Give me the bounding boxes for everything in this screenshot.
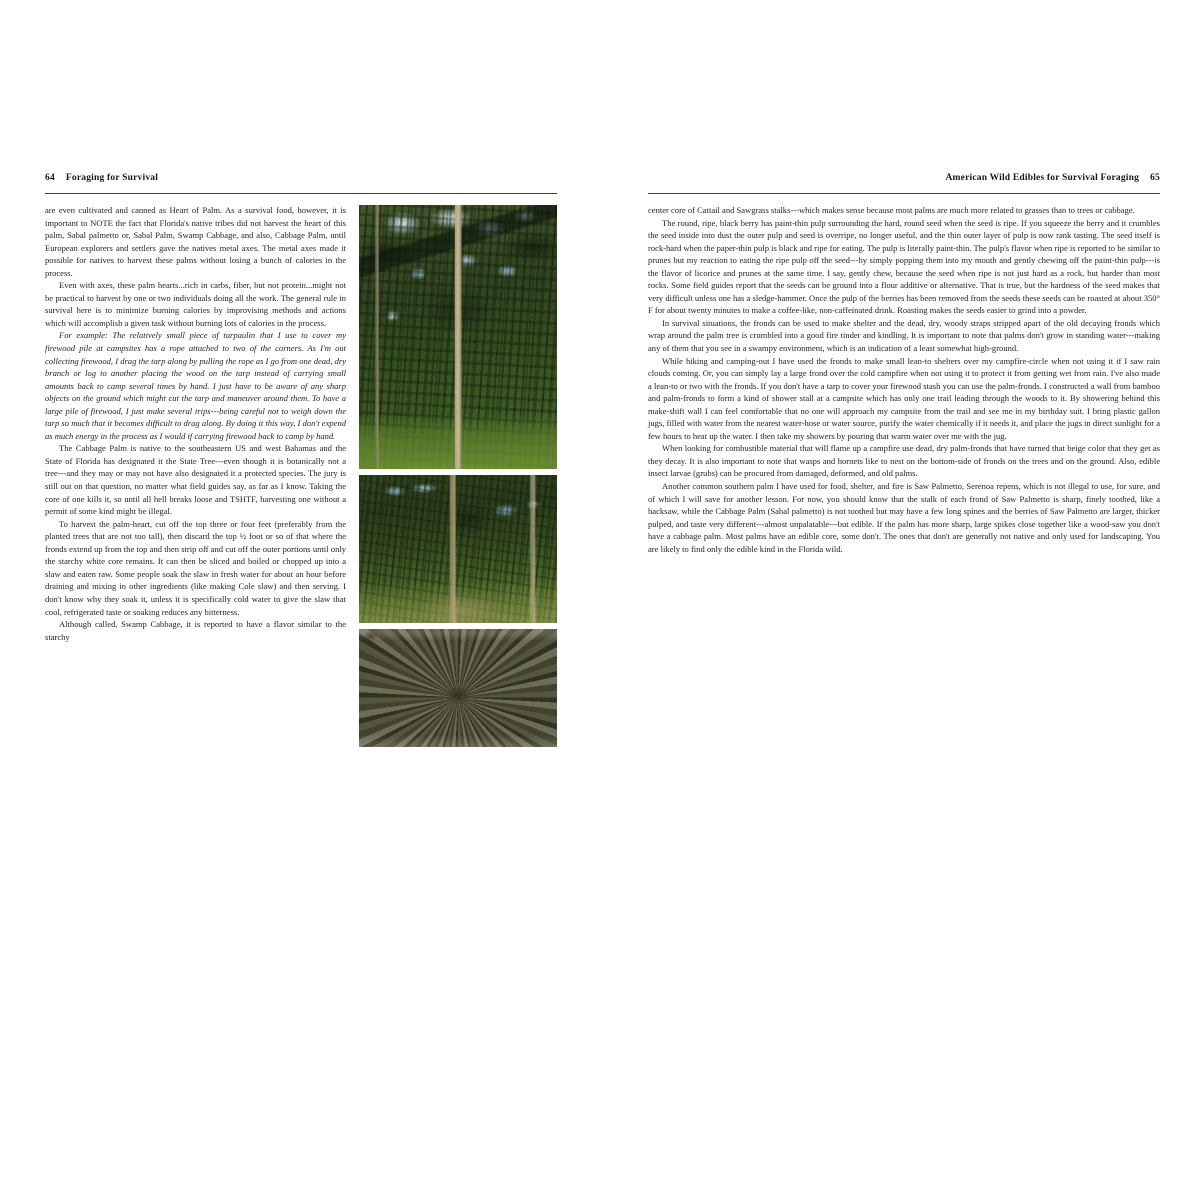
left-page-running-title: Foraging for Survival	[65, 173, 159, 183]
photo-palm-forest-clearing	[359, 475, 557, 623]
photo-palm-forest-clearing-image	[359, 475, 557, 623]
left-page-folio: 64	[45, 173, 55, 183]
left-page-body	[45, 204, 557, 643]
paragraph: Although called, Swamp Cabbage, it is reported to have a flavor similar to the starchy	[45, 619, 346, 642]
photo-palm-trunk-boots	[359, 629, 557, 747]
left-page-running-head	[45, 172, 557, 194]
paragraph: Another common southern palm I have used for food, shelter, and fire is Saw Palmetto, Serenoa repens, which is not illegal to use, for sure, and of which I will save for another lesson. For now, you should know that the stalk of each frond of Saw Palmetto is sharp, finely toothed, like a hacksaw, while the Cabbage Palm (Sabal palmetto) is not toothed but may have a few long spines and the berries of Saw Palmetto are larger, thicker pulped, and taste very different---almost unpalatable---but edible. If the palm has more sharp, large spikes close together like a wood-saw you don't have a cabbage palm. Most palms have an edible core, some don't. The ones that don't are generally not native and only used for landscaping. You are likely to find only the edible kind in the Florida wild.	[648, 481, 1160, 554]
right-page-running-head	[648, 172, 1160, 194]
right-page-body	[648, 204, 1160, 555]
photo-palm-forest-canopy-image	[359, 205, 557, 469]
photo-palm-trunk-boots-image	[359, 629, 557, 747]
paragraph: The round, ripe, black berry has paint-thin pulp surrounding the hard, round seed when the seed is ripe. If you squeeze the berry and it crumbles the seed inside into dust the outer pulp and seed is overripe, no longer useful, and the thin outer layer of pulp is now rank tasting. The seed itself is rock-hard when the paper-thin pulp is black and ripe for eating. The pulp is literally paint-thin. The pulp's flavor when ripe is reported to be similar to prunes but my reaction to eating the ripe pulp off the seed---by simply popping them into my mouth and gently chewing off the paint-thin pulp---is the flavor of licorice and prunes at the same time. I say, gently chew, because the seed when ripe is not just hard as a rock, but harder than most rocks. Some field guides report that the seeds can be ground into a flour additive or alternative. That is true, but the hardness of the seed makes that very difficult unless one has a sledge-hammer. Once the pulp of the berries has been removed from the seeds these seeds can be roasted at about 350° F for about twenty minutes to make a coffee-like, non-caffeinated drink. Roasting makes the seeds easier to grind into a powder.	[648, 217, 1160, 316]
right-page-header-rule	[648, 193, 1160, 194]
photo-palm-forest-canopy	[359, 205, 557, 469]
paragraph: center core of Cattail and Sawgrass stalks---which makes sense because most palms are much more related to grasses than to trees or cabbage.	[648, 205, 1135, 215]
paragraph: While hiking and camping-out I have used the fronds to make small lean-to shelters over my campfire-circle when not using it if I saw rain clouds coming. Or, you can simply lay a large frond over the cold campfire when not using it to protect it from getting wet from rain. I've also made a lean-to or two with the fronds. If you don't have a tarp to cover your firewood stash you can use the palm-fronds. I constructed a wall from bamboo and palm-fronds to form a kind of shower stall at a campsite which has only one trail leading through the woods to it. By showering behind this make-shift wall I can feel comfortable that no one will approach my campsite from the trail and see me in my birthday suit. I bring plastic gallon jugs, filled with water from the nearest water-hose or water source, purify the water chemically if it needs it, and place the jugs in direct sunlight for a few hours to heat up the water. I then take my showers by pouring that warm water over me with the jug.	[648, 355, 1160, 441]
paragraph: Even with axes, these palm hearts...rich in carbs, fiber, but not protein...might not be practical to harvest by one or two individuals doing all the work. The general rule in survival here is to minimize burning calories by improvising methods and actions which will accomplish a given task without burning lots of calories in the process.	[45, 280, 346, 328]
right-page	[648, 172, 1160, 555]
paragraph: In survival situations, the fronds can be used to make shelter and the dead, dry, woody straps stripped apart of the old decaying fronds which wrap around the palm tree is crumbled into a good fire tinder and kindling. It is important to note that palms don't grow in standing water---making any of them that you see in a swampy environment, which is an indication of a least somewhat high-ground.	[648, 317, 1160, 354]
left-page	[45, 172, 557, 752]
paragraph: To harvest the palm-heart, cut off the top three or four feet (preferably from the planted trees that are not too tall), then discard the top ½ foot or so of that where the fronds extend up from the top and then strip off and cut off the outer portions until only the starchy white core remains. It can then be sliced and boiled or chopped up into a slaw and eaten raw. Some people soak the slaw in fresh water for about an hour before draining and mixing in other ingredients (like making Cole slaw) and then serving. I don't know why they soak it, unless it is specifically cold water to give the slaw that cool, refrigerated taste or soaking reduces any bitterness.	[45, 518, 346, 617]
right-page-running-title: American Wild Edibles for Survival Foraging	[945, 173, 1140, 183]
paragraph: The Cabbage Palm is native to the southeastern US and west Bahamas and the State of Florida has designated it the State Tree---even though it is botanically not a tree---and they may or may not have also designated it a protected species. The jury is still out on that question, no matter what field guides say, as far as I know. Taking the core of one kills it, so until all hell breaks loose and TSHTF, harvesting one without a permit of some kind might be illegal.	[45, 443, 346, 517]
left-page-header-rule	[45, 193, 557, 194]
right-page-folio: 65	[1150, 173, 1160, 183]
paragraph: For example: The relatively small piece of tarpaulin that I use to cover my firewood pile at campsites has a rope attached to two of the corners. As I'm out collecting firewood, I drag the tarp along by pulling the rope as I go from one dead, dry branch or log to another placing the wood on the tarp instead of carrying small amounts back to camp several times by hand. I just have to be aware of any sharp objects on the ground which might cut the tarp and maneuver around them. To have a large pile of firewood, I just make several trips---being careful not to weigh down the tarp so much that it becomes difficult to drag along. By doing it this way, I don't expend as much energy in the process as I would if carrying firewood back to camp by hand.	[45, 330, 346, 441]
figure-stack	[359, 205, 557, 747]
paragraph: are even cultivated and canned as Heart of Palm. As a survival food, however, it is important to NOTE the fact that Florida's native tribes did not harvest the heart of this palm, Sabal palmetto or, Sabal Palm, Swamp Cabbage, and also, Cabbage Palm, until European explorers and settlers gave the natives metal axes. The metal axes made it possible for natives to harvest these palms without losing a bunch of calories in the process.	[45, 205, 346, 278]
paragraph: When looking for combustible material that will flame up a campfire use dead, dry palm-fronds that have turned that beige color that they get as they decay. It is also important to note that wasps and hornets like to nest on the bottom-side of fronds on the trees and on the ground. Also, edible insect larvae (grubs) can be procured from damaged, deformed, and old palms.	[648, 443, 1160, 479]
